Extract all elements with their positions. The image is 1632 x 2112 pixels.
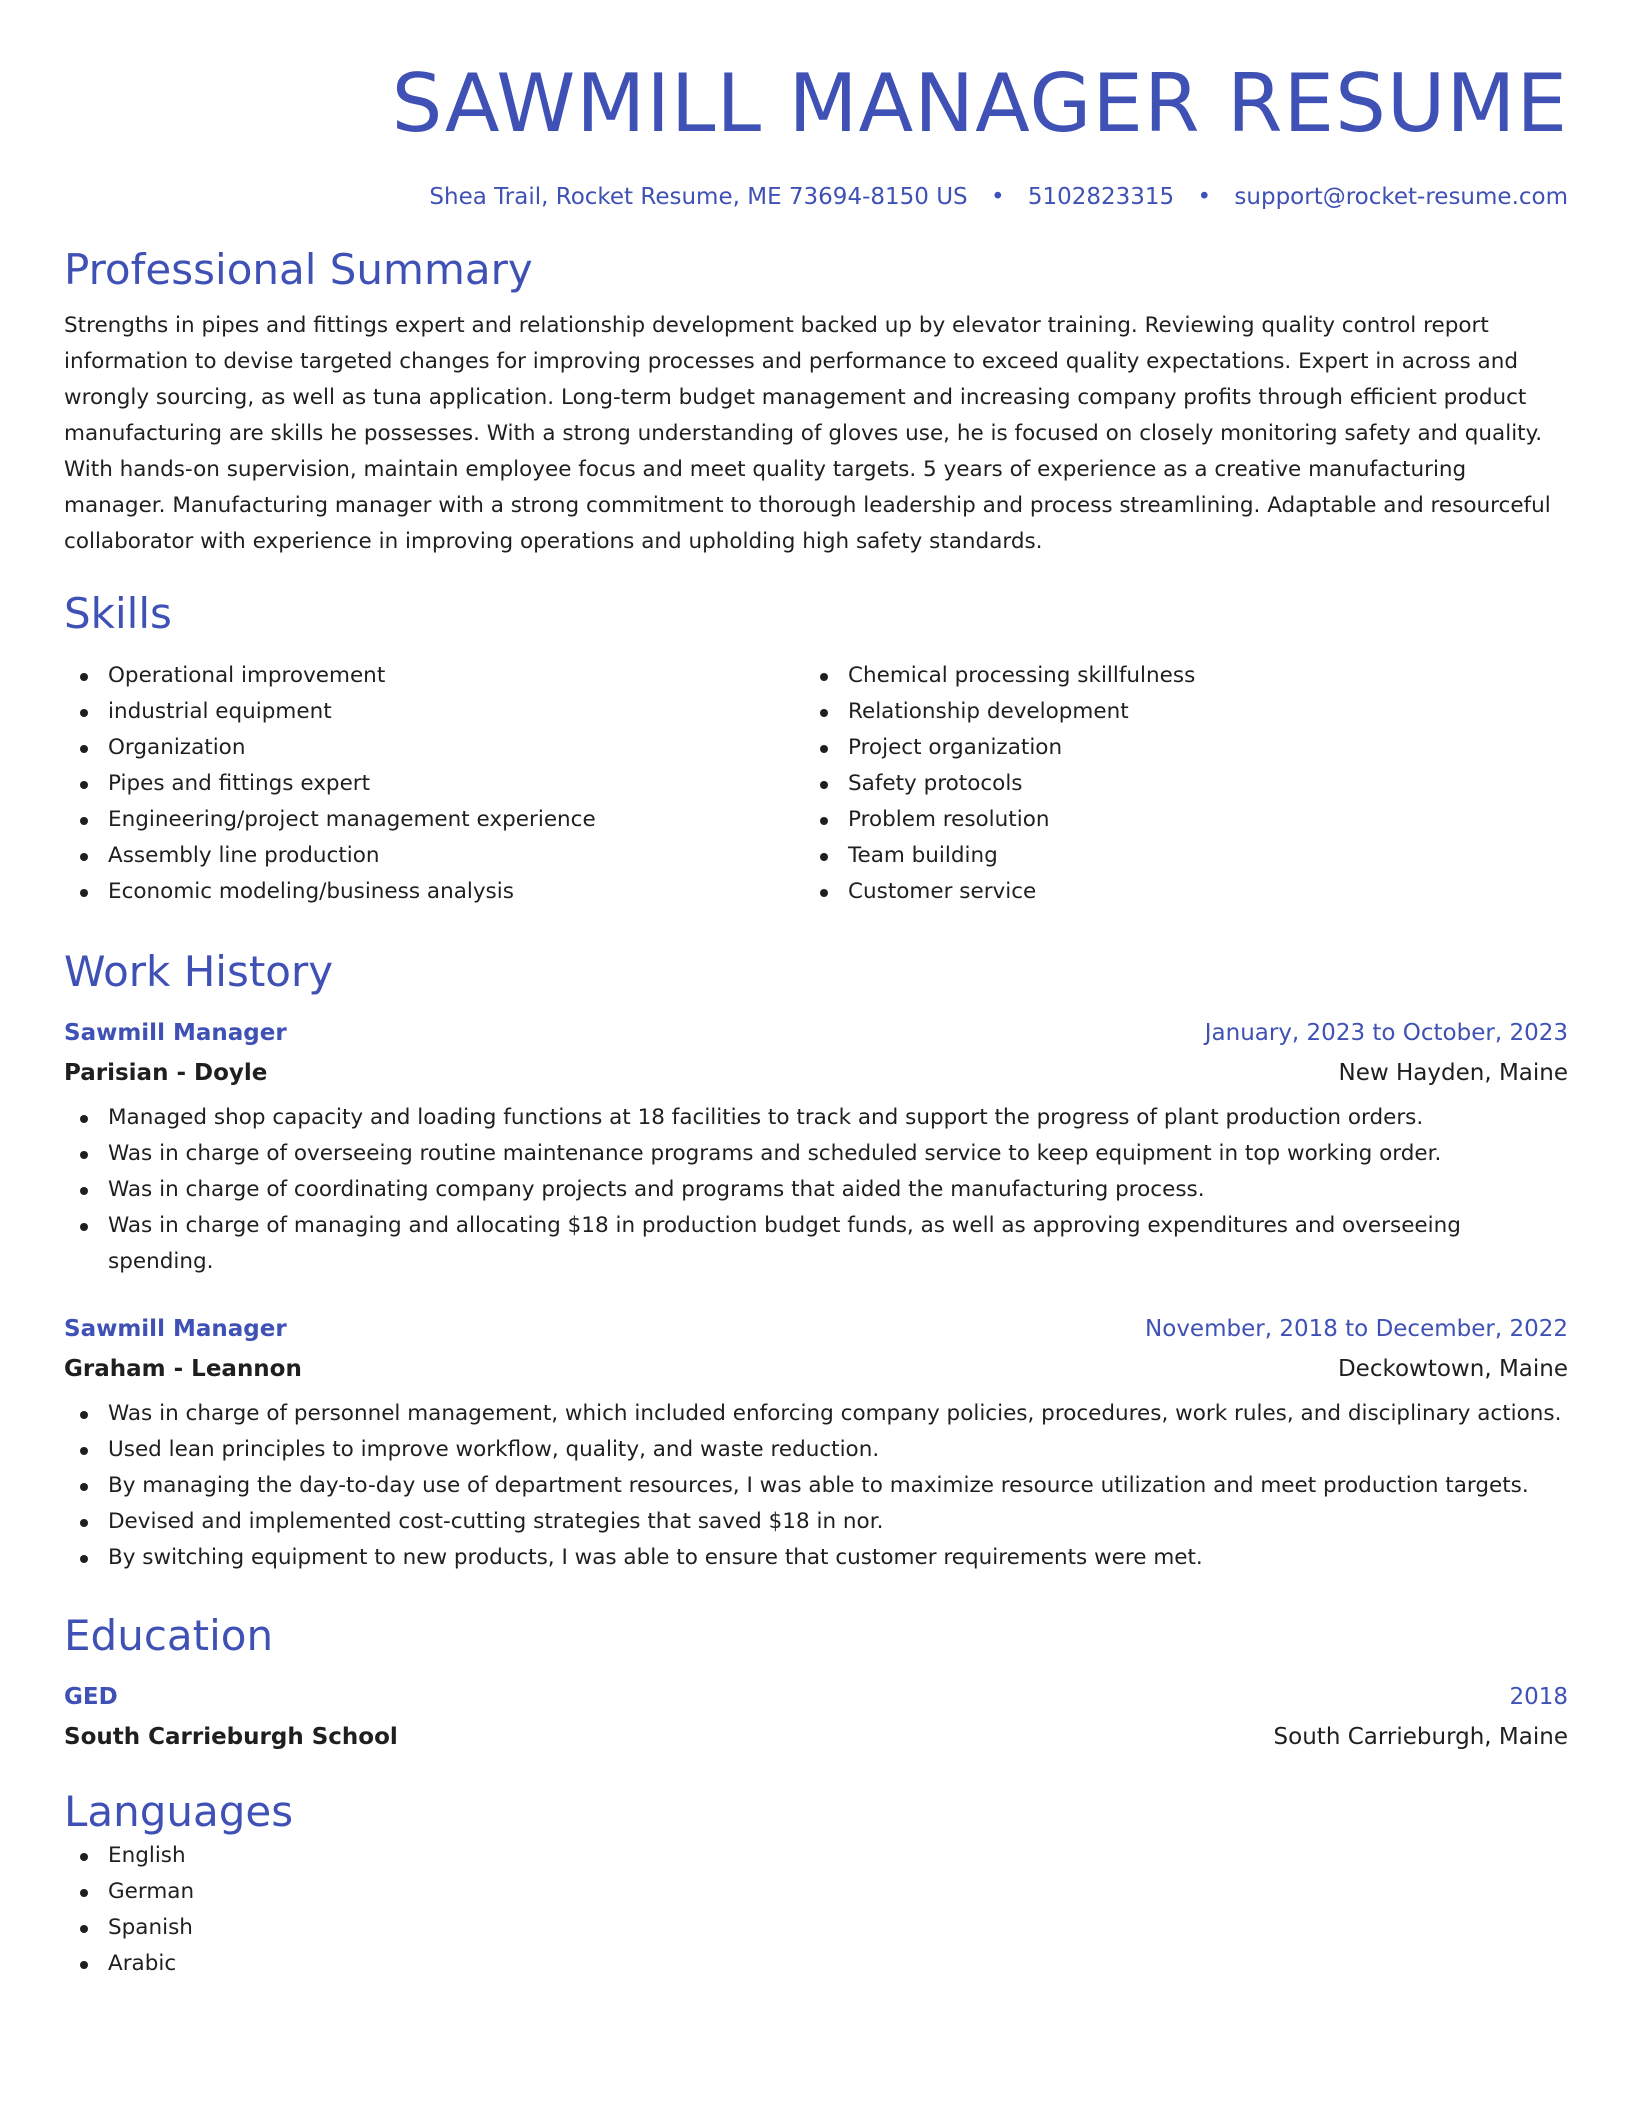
education-location: South Carrieburgh, Maine [1273,1724,1568,1750]
education-header [64,1682,1568,1712]
section-title-skills: Skills [64,589,172,638]
job-company: Parisian - Doyle [64,1060,268,1086]
contact-phone: 5102823315 [1027,184,1175,210]
job-duty: Managed shop capacity and loading functions at 18 facilities to track and support the progress of plant production orders. [64,1100,1568,1136]
section-title-work: Work History [64,947,334,996]
job-subheader [64,1058,1568,1088]
skill-item: Project organization [804,730,1544,766]
job-entry [64,1314,1568,1576]
language-item: English [64,1838,1568,1874]
job-header [64,1314,1568,1344]
summary-text: Strengths in pipes and fittings expert and relationship development backed up by elevator training. Reviewing quality control report information to devise targeted changes for improving processes and performance to exceed quality expectations. Expert in across and wrongly sourcing, as well as tuna application. Long-term budget management and increasing company profits through efficient product manufacturing are skills he possesses. With a strong understanding of gloves use, he is focused on closely monitoring safety and quality. With hands-on supervision, maintain employee focus and meet quality targets. 5 years of experience as a creative manufacturing manager. Manufacturing manager with a strong commitment to thorough leadership and process streamlining. Adaptable and resourceful collaborator with experience in improving operations and upholding high safety standards. [64,313,1551,554]
job-duty: Was in charge of personnel management, which included enforcing company policies, procedures, work rules, and disciplinary actions. [64,1396,1568,1432]
job-location: Deckowtown, Maine [1337,1356,1568,1382]
job-location: New Hayden, Maine [1338,1060,1568,1086]
language-item: Spanish [64,1910,1568,1946]
skill-item: Pipes and fittings expert [64,766,804,802]
job-dates: January, 2023 to October, 2023 [1204,1020,1568,1046]
job-duty: Used lean principles to improve workflow, quality, and waste reduction. [64,1432,1568,1468]
job-subheader [64,1354,1568,1384]
resume-title: SAWMILL MANAGER RESUME [391,57,1568,150]
resume-header [64,56,1568,212]
skill-item: Problem resolution [804,802,1544,838]
skill-item: Organization [64,730,804,766]
job-title: Sawmill Manager [64,1020,287,1046]
job-dates: November, 2018 to December, 2022 [1145,1316,1568,1342]
skills-column-left [64,658,804,910]
job-duty: Was in charge of overseeing routine maintenance programs and scheduled service to keep equipment in top working order. [64,1136,1568,1172]
languages-list [64,1838,1568,1982]
education-entry [64,1682,1568,1752]
contact-separator: • [1197,184,1212,210]
skills-section [64,588,1568,910]
contact-separator: • [990,184,1005,210]
skill-item: industrial equipment [64,694,804,730]
skills-list-right [804,658,1544,910]
skill-item: Economic modeling/business analysis [64,874,804,910]
job-duty: By managing the day-to-day use of department resources, I was able to maximize resource utilization and meet production targets. [64,1468,1568,1504]
job-duty: Was in charge of managing and allocating $18 in production budget funds, as well as approving expenditures and overseeing spending. [64,1208,1568,1280]
section-title-education: Education [64,1611,274,1660]
education-school: South Carrieburgh School [64,1724,398,1750]
skills-list-left [64,658,804,910]
skill-item: Relationship development [804,694,1544,730]
skill-item: Team building [804,838,1544,874]
skill-item: Chemical processing skillfulness [804,658,1544,694]
education-year: 2018 [1509,1684,1568,1710]
contact-line [64,182,1568,212]
education-section [64,1610,1568,1752]
contact-email: support@rocket-resume.com [1234,184,1568,210]
skill-item: Operational improvement [64,658,804,694]
skill-item: Safety protocols [804,766,1544,802]
job-duty: Devised and implemented cost-cutting strategies that saved $18 in nor. [64,1504,1568,1540]
skill-item: Customer service [804,874,1544,910]
skills-column-right [804,658,1544,910]
job-entry [64,1018,1568,1280]
languages-section [64,1786,1568,1982]
language-item: Arabic [64,1946,1568,1982]
language-item: German [64,1874,1568,1910]
contact-address: Shea Trail, Rocket Resume, ME 73694-8150 US [429,184,968,210]
professional-summary-section [64,244,1568,560]
job-duties-list [64,1100,1568,1280]
work-history-section [64,946,1568,1576]
job-duty: Was in charge of coordinating company projects and programs that aided the manufacturing process. [64,1172,1568,1208]
education-subheader [64,1722,1568,1752]
skill-item: Assembly line production [64,838,804,874]
skill-item: Engineering/project management experience [64,802,804,838]
section-title-languages: Languages [64,1787,294,1836]
job-header [64,1018,1568,1048]
education-degree: GED [64,1684,118,1710]
section-title-summary: Professional Summary [64,245,533,294]
job-title: Sawmill Manager [64,1316,287,1342]
job-duties-list [64,1396,1568,1576]
job-company: Graham - Leannon [64,1356,302,1382]
job-duty: By switching equipment to new products, I was able to ensure that customer requirements were met. [64,1540,1568,1576]
skills-grid [64,658,1568,910]
